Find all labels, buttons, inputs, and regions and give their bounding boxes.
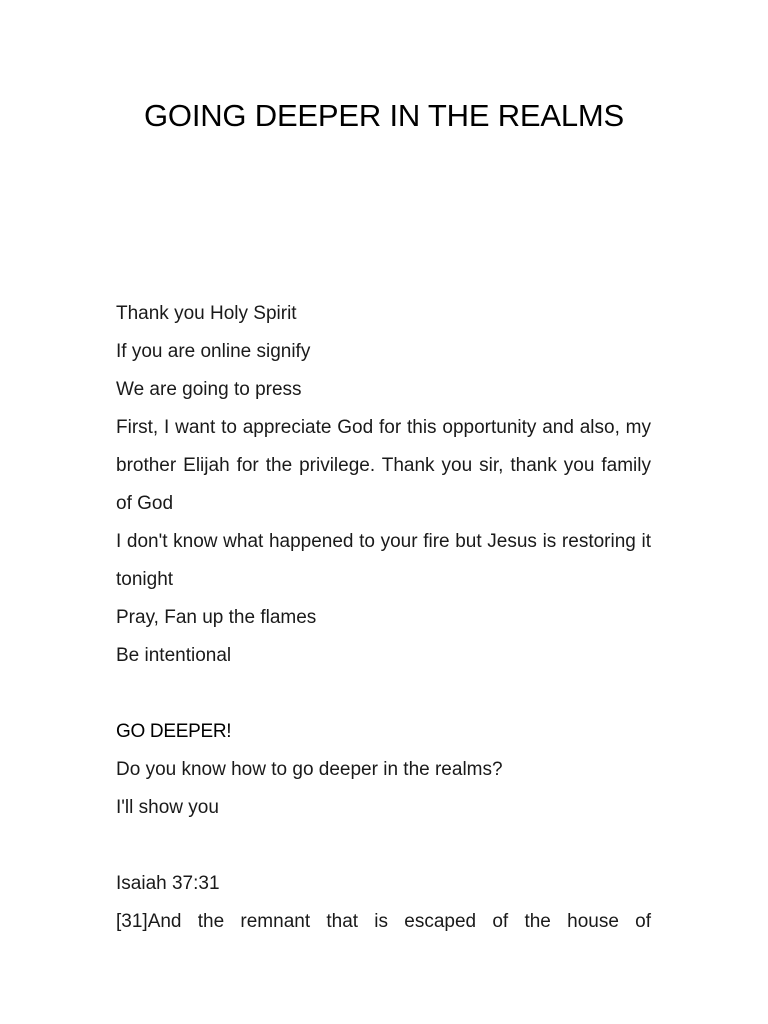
text-paragraph: First, I want to appreciate God for this opportunity and also, my brother Elijah for the privilege. Thank you sir, thank you family of God <box>116 417 651 514</box>
text-line: Thank you Holy Spirit <box>116 303 297 324</box>
blank-line <box>116 675 651 713</box>
page-title: GOING DEEPER IN THE REALMS <box>144 98 624 133</box>
text-line: Pray, Fan up the flames <box>116 607 317 628</box>
scripture-reference: Isaiah 37:31 <box>116 873 220 894</box>
text-line: We are going to press <box>116 379 302 400</box>
text-paragraph: I don't know what happened to your fire but Jesus is restoring it tonight <box>116 531 651 590</box>
text-line: If you are online signify <box>116 341 311 362</box>
text-line: I'll show you <box>116 797 219 818</box>
blank-line <box>116 827 651 865</box>
scripture-text: [31]And the remnant that is escaped of the house of <box>116 911 651 932</box>
text-line: Be intentional <box>116 645 232 666</box>
section-heading: GO DEEPER! <box>116 721 232 742</box>
document-body <box>116 295 651 941</box>
text-line: Do you know how to go deeper in the realms? <box>116 759 503 780</box>
